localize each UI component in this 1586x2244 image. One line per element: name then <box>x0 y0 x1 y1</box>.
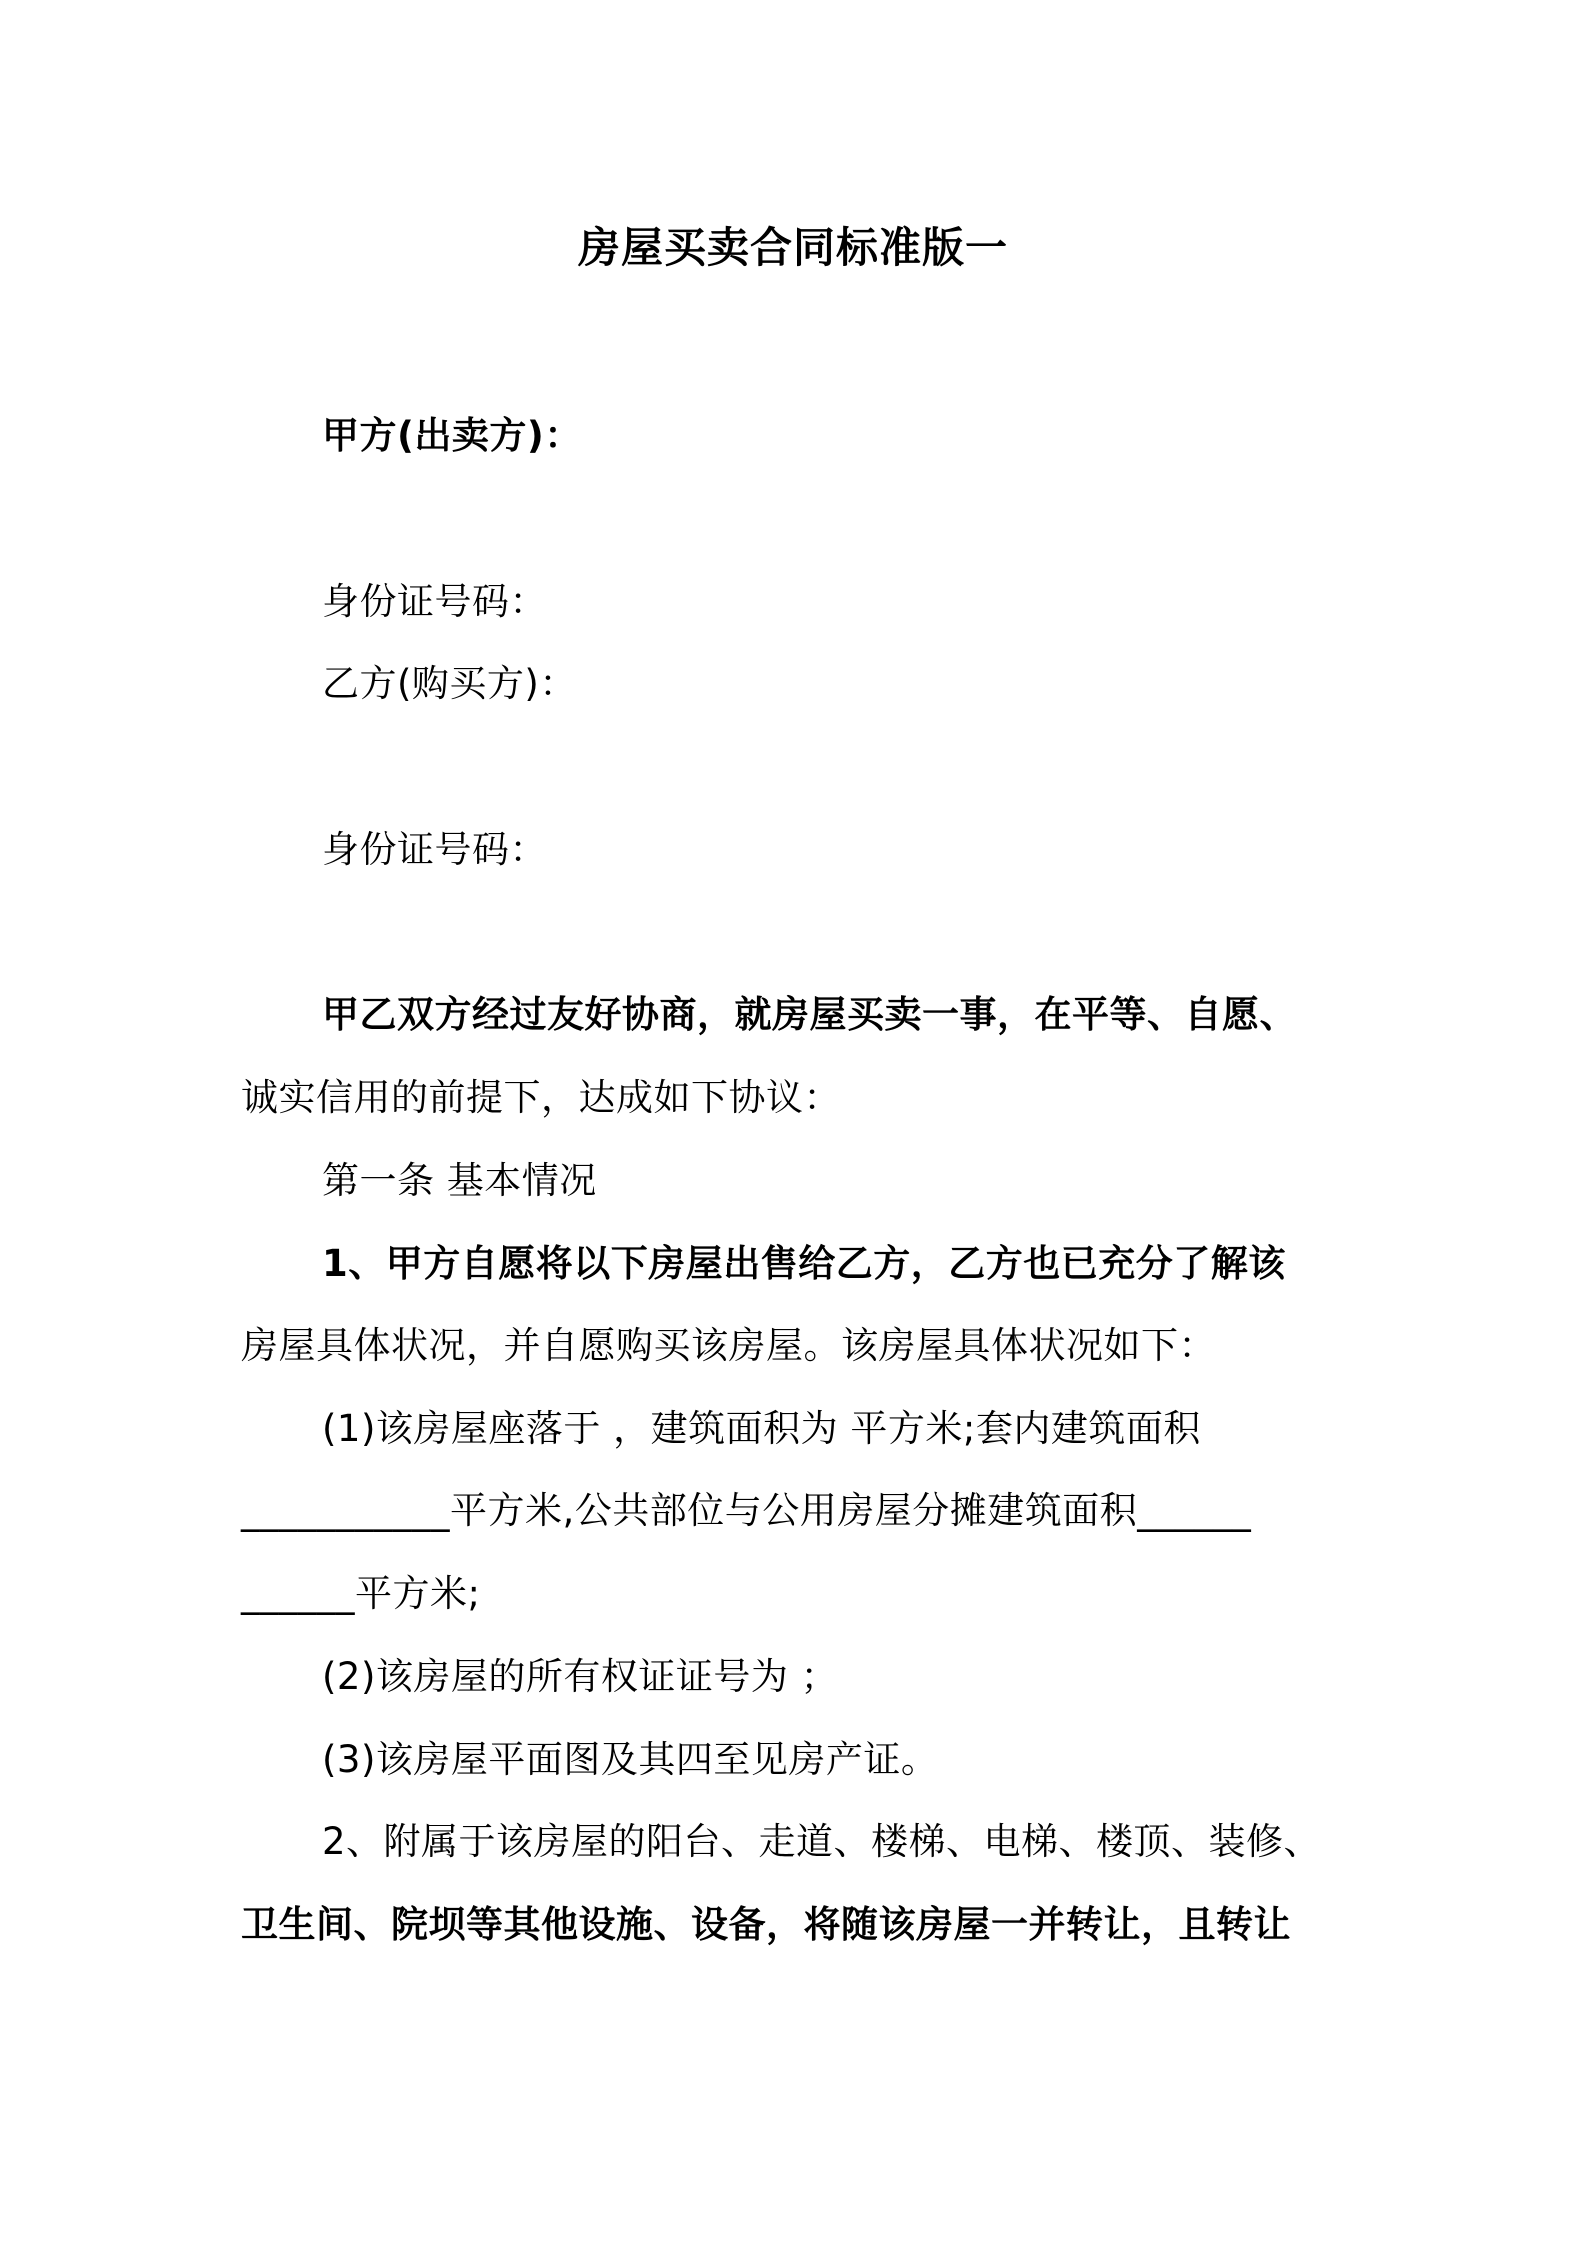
item-2: (2)该房屋的所有权证证号为 ； <box>322 1655 839 1698</box>
item-1-line-3: ______平方米; <box>241 1572 481 1615</box>
item-3: (3)该房屋平面图及其四至见房产证。 <box>322 1738 939 1781</box>
item-1-line-1: (1)该房屋座落于 ，建筑面积为 平方米;套内建筑面积 <box>322 1407 1201 1450</box>
preamble-line-2: 诚实信用的前提下，达成如下协议： <box>241 1076 841 1119</box>
document-title: 房屋买卖合同标准版一 <box>577 223 1008 272</box>
party-b-label: 乙方(购买方)： <box>322 662 577 705</box>
item-1-line-2: ___________平方米,公共部位与公用房屋分摊建筑面积______ <box>241 1489 1252 1532</box>
party-a-id-label: 身份证号码： <box>322 580 547 623</box>
article-1-heading: 第一条 基本情况 <box>322 1159 597 1202</box>
clause-2-line-1: 2、附属于该房屋的阳台、走道、楼梯、电梯、楼顶、装修、 <box>322 1820 1322 1863</box>
party-a-label: 甲方(出卖方)： <box>322 414 582 457</box>
clause-1-line-2: 房屋具体状况，并自愿购买该房屋。该房屋具体状况如下： <box>241 1324 1216 1367</box>
party-b-id-label: 身份证号码： <box>322 828 547 871</box>
preamble-line-1: 甲乙双方经过友好协商，就房屋买卖一事，在平等、自愿、 <box>322 993 1297 1036</box>
clause-2-line-2: 卫生间、院坝等其他设施、设备，将随该房屋一并转让，且转让 <box>241 1903 1291 1946</box>
clause-1-line-1: 1、甲方自愿将以下房屋出售给乙方，乙方也已充分了解该 <box>322 1242 1286 1285</box>
